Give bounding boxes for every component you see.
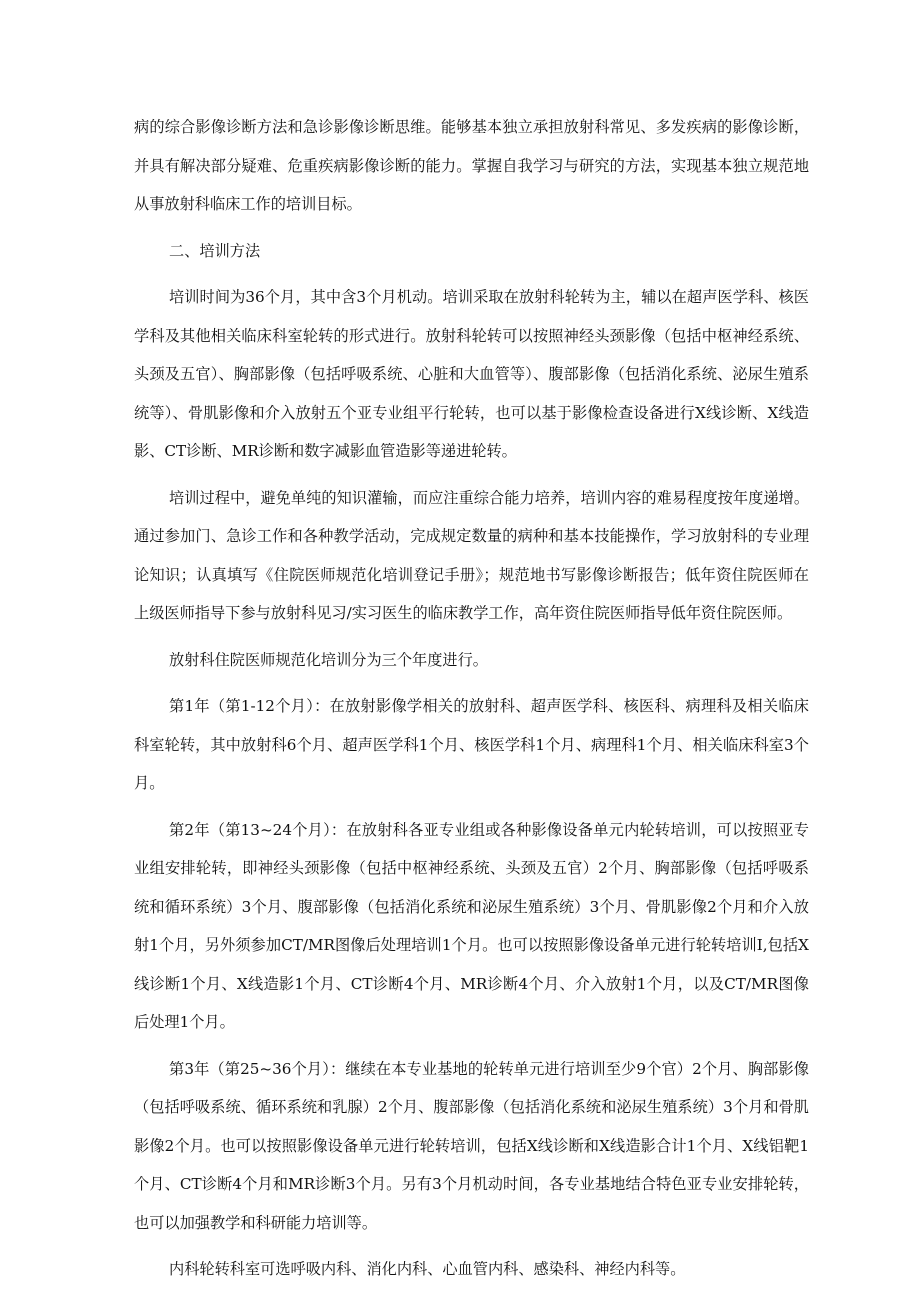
paragraph-year-1: 第1年（第1-12个月）：在放射影像学相关的放射科、超声医学科、核医科、病理科及相关临床科室轮转，其中放射科6个月、超声医学科1个月、核医学科1个月、病理科1个月、相关临床科室3个月。 [134, 697, 809, 792]
paragraph-year-3: 第3年（第25~36个月）：继续在本专业基地的轮转单元进行培训至少9个官）2个月、胸部影像（包括呼吸系统、循环系统和乳腺）2个月、腹部影像（包括消化系统和泌尿生殖系统）3个月和骨肌影像2个月。也可以按照影像设备单元进行轮转培训，包括X线诊断和X线造影合计1个月、X线铝靶1个月、CT诊断4个月和MR诊断3个月。另有3个月机动时间，各专业基地结合特色亚专业安排轮转，也可以加强教学和科研能力培训等。 [134, 1059, 809, 1232]
paragraph-internal-medicine: 内科轮转科室可选呼吸内科、消化内科、心血管内科、感染科、神经内科等。 [169, 1260, 686, 1278]
document-page [134, 108, 809, 1289]
paragraph-year-2: 第2年（第13~24个月）：在放射科各亚专业组或各种影像设备单元内轮转培训，可以按照亚专业组安排轮转，即神经头颈影像（包括中枢神经系统、头颈及五官）2个月、胸部影像（包括呼吸系统和循环系统）3个月、腹部影像（包括消化系统和泌尿生殖系统）3个月、骨肌影像2个月和介入放射1个月，另外须参加CT/MR图像后处理培训1个月。也可以按照影像设备单元进行轮转培训I,包括X线诊断1个月、X线造影1个月、CT诊断4个月、MR诊断4个月、介入放射1个月，以及CT/MR图像后处理1个月。 [134, 820, 809, 1031]
section-heading-training-method: 二、培训方法 [169, 241, 261, 260]
paragraph-training-goal: 病的综合影像诊断方法和急诊影像诊断思维。能够基本独立承担放射科常见、多发疾病的影像诊断，并具有解决部分疑难、危重疾病影像诊断的能力。掌握自我学习与研究的方法，实现基本独立规范地从事放射科临床工作的培训目标。 [134, 118, 809, 213]
paragraph-training-process: 培训过程中，避免单纯的知识灌输，而应注重综合能力培养，培训内容的难易程度按年度递增。通过参加门、急诊工作和各种教学活动，完成规定数量的病种和基本技能操作，学习放射科的专业理论知识；认真填写《住院医师规范化培训登记手册》；规范地书写影像诊断报告；低年资住院医师在上级医师指导下参与放射科见习/实习医生的临床教学工作，高年资住院医师指导低年资住院医师。 [134, 488, 809, 622]
paragraph-three-years: 放射科住院医师规范化培训分为三个年度进行。 [169, 650, 488, 669]
paragraph-training-duration: 培训时间为36个月，其中含3个月机动。培训采取在放射科轮转为主，辅以在超声医学科、核医学科及其他相关临床科室轮转的形式进行。放射科轮转可以按照神经头颈影像（包括中枢神经系统、头颈及五官）、胸部影像（包括呼吸系统、心脏和大血管等）、腹部影像（包括消化系统、泌尿生殖系统等）、骨肌影像和介入放射五个亚专业组平行轮转，也可以基于影像检查设备进行X线诊断、X线造影、CT诊断、MR诊断和数字减影血管造影等递进轮转。 [134, 288, 809, 460]
